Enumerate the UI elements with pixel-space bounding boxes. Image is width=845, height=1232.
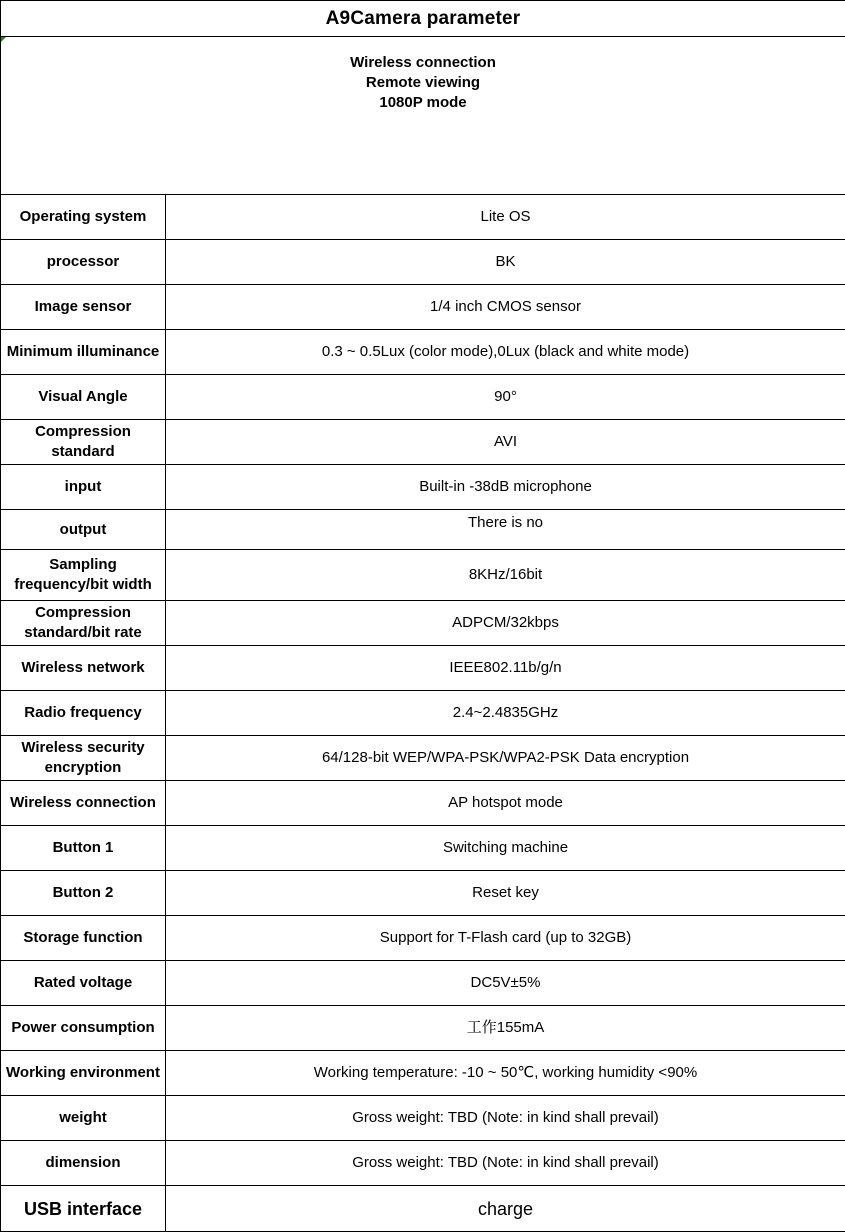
table-row xyxy=(1,240,845,285)
table-row xyxy=(1,1141,845,1186)
row-label: processor xyxy=(1,240,166,285)
table-row xyxy=(1,961,845,1006)
banner-line: Wireless connection xyxy=(5,53,841,73)
row-value: Lite OS xyxy=(166,195,845,240)
table-row xyxy=(1,195,845,240)
table-row xyxy=(1,781,845,826)
row-label: Rated voltage xyxy=(1,961,166,1006)
table-row xyxy=(1,736,845,781)
row-label: dimension xyxy=(1,1141,166,1186)
row-value: Working temperature: -10 ~ 50℃, working humidity <90% xyxy=(166,1051,845,1096)
row-label: Storage function xyxy=(1,916,166,961)
row-label: Working environment xyxy=(1,1051,166,1096)
row-label: Image sensor xyxy=(1,285,166,330)
row-value: DC5V±5% xyxy=(166,961,845,1006)
row-label: Radio frequency xyxy=(1,691,166,736)
row-value: charge xyxy=(166,1186,845,1232)
row-label: Minimum illuminance xyxy=(1,330,166,375)
banner-cell xyxy=(1,37,845,195)
table-row xyxy=(1,1006,845,1051)
table-row xyxy=(1,1186,845,1232)
row-label: Sampling frequency/bit width xyxy=(1,550,166,601)
row-value: AP hotspot mode xyxy=(166,781,845,826)
row-value: ADPCM/32kbps xyxy=(166,601,845,646)
row-value: 0.3 ~ 0.5Lux (color mode),0Lux (black and white mode) xyxy=(166,330,845,375)
row-label: Button 1 xyxy=(1,826,166,871)
row-value: Gross weight: TBD (Note: in kind shall prevail) xyxy=(166,1141,845,1186)
row-value: Support for T-Flash card (up to 32GB) xyxy=(166,916,845,961)
row-value: Built-in -38dB microphone xyxy=(166,465,845,510)
row-label: Compression standard/bit rate xyxy=(1,601,166,646)
banner-line: Remote viewing xyxy=(5,73,841,93)
row-value: 2.4~2.4835GHz xyxy=(166,691,845,736)
table-row xyxy=(1,1051,845,1096)
row-label: Wireless network xyxy=(1,646,166,691)
table-row xyxy=(1,1096,845,1141)
table-row xyxy=(1,646,845,691)
table-row xyxy=(1,330,845,375)
table-row xyxy=(1,465,845,510)
row-label: Compression standard xyxy=(1,420,166,465)
row-value: There is no xyxy=(166,510,845,550)
row-label: USB interface xyxy=(1,1186,166,1232)
corner-mark xyxy=(1,37,6,42)
row-value: Gross weight: TBD (Note: in kind shall prevail) xyxy=(166,1096,845,1141)
row-value: AVI xyxy=(166,420,845,465)
row-label: Wireless security encryption xyxy=(1,736,166,781)
page-title: A9Camera parameter xyxy=(1,1,845,37)
row-label: Visual Angle xyxy=(1,375,166,420)
row-value: 90° xyxy=(166,375,845,420)
title-row xyxy=(1,1,845,37)
table-row xyxy=(1,916,845,961)
row-label: Wireless connection xyxy=(1,781,166,826)
table-row xyxy=(1,420,845,465)
table-row xyxy=(1,871,845,916)
row-value: 8KHz/16bit xyxy=(166,550,845,601)
table-row xyxy=(1,691,845,736)
banner-text xyxy=(5,53,841,113)
row-label: output xyxy=(1,510,166,550)
table-row xyxy=(1,826,845,871)
row-value: BK xyxy=(166,240,845,285)
row-value: 工作155mA xyxy=(166,1006,845,1051)
row-value: 64/128-bit WEP/WPA-PSK/WPA2-PSK Data encryption xyxy=(166,736,845,781)
row-label: input xyxy=(1,465,166,510)
table-row xyxy=(1,510,845,550)
row-label: Operating system xyxy=(1,195,166,240)
table-row xyxy=(1,375,845,420)
table-row xyxy=(1,285,845,330)
table-row xyxy=(1,601,845,646)
row-label: Power consumption xyxy=(1,1006,166,1051)
row-label: weight xyxy=(1,1096,166,1141)
table-row xyxy=(1,550,845,601)
banner-row xyxy=(1,37,845,195)
row-value: IEEE802.11b/g/n xyxy=(166,646,845,691)
row-value: 1/4 inch CMOS sensor xyxy=(166,285,845,330)
banner-line: 1080P mode xyxy=(5,93,841,113)
row-value: Reset key xyxy=(166,871,845,916)
row-label: Button 2 xyxy=(1,871,166,916)
row-value: Switching machine xyxy=(166,826,845,871)
